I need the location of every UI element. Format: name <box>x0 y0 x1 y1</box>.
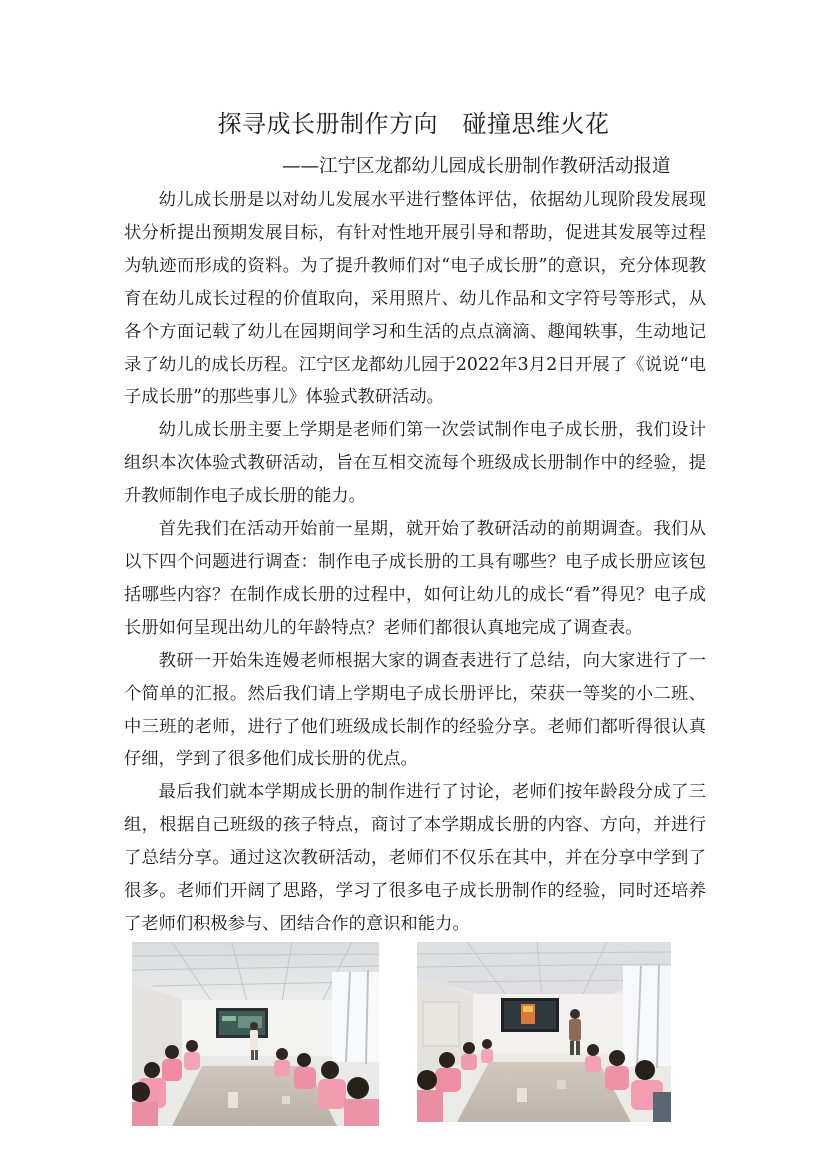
article-body <box>124 184 706 941</box>
meeting-photo-1-illustration <box>132 942 379 1126</box>
article-title: 探寻成长册制作方向 碰撞思维火花 <box>217 110 610 138</box>
article-subtitle: ——江宁区龙都幼儿园成长册制作教研活动报道 <box>282 156 671 177</box>
paragraph: 幼儿成长册主要上学期是老师们第一次尝试制作电子成长册，我们设计组织本次体验式教研活动，旨在互相交流每个班级成长册制作中的经验，提升教师制作电子成长册的能力。 <box>124 420 706 507</box>
paragraph: 最后我们就本学期成长册的制作进行了讨论，老师们按年龄段分成了三组，根据自己班级的孩子特点，商讨了本学期成长册的内容、方向，并进行了总结分享。通过这次教研活动，老师们不仅乐在其中，并在分享中学到了很多。老师们开阔了思路，学习了很多电子成长册制作的经验，同时还培养了老师们积极参与、团结合作的意识和能力。 <box>124 782 706 934</box>
paragraph: 首先我们在活动开始前一星期，就开始了教研活动的前期调查。我们从以下四个问题进行调查：制作电子成长册的工具有哪些？电子成长册应该包括哪些内容？在制作成长册的过程中，如何让幼儿的成长“看”得见？电子成长册如何呈现出幼儿的年龄特点？老师们都很认真地完成了调查表。 <box>124 519 706 638</box>
meeting-photo-2 <box>417 942 671 1122</box>
meeting-photo-1 <box>132 942 379 1126</box>
paragraph: 教研一开始朱连嫚老师根据大家的调查表进行了总结，向大家进行了一个简单的汇报。然后我们请上学期电子成长册评比，荣获一等奖的小二班、中三班的老师，进行了他们班级成长制作的经验分享。老师们都听得很认真仔细，学到了很多他们成长册的优点。 <box>124 650 706 770</box>
meeting-photo-2-illustration <box>417 942 671 1122</box>
paragraph: 幼儿成长册是以对幼儿发展水平进行整体评估，依据幼儿现阶段发展现状分析提出预期发展目标，有针对性地开展引导和帮助，促进其发展等过程为轨迹而形成的资料。为了提升教师们对“电子成长册”的意识，充分体现教育在幼儿成长过程的价值取向，采用照片、幼儿作品和文字符号等形式，从各个方面记载了幼儿在园期间学习和生活的点点滴滴、趣闻轶事，生动地记录了幼儿的成长历程。江宁区龙都幼儿园于2022年3月2日开展了《说说“电子成长册”的那些事儿》体验式教研活动。 <box>124 190 706 408</box>
